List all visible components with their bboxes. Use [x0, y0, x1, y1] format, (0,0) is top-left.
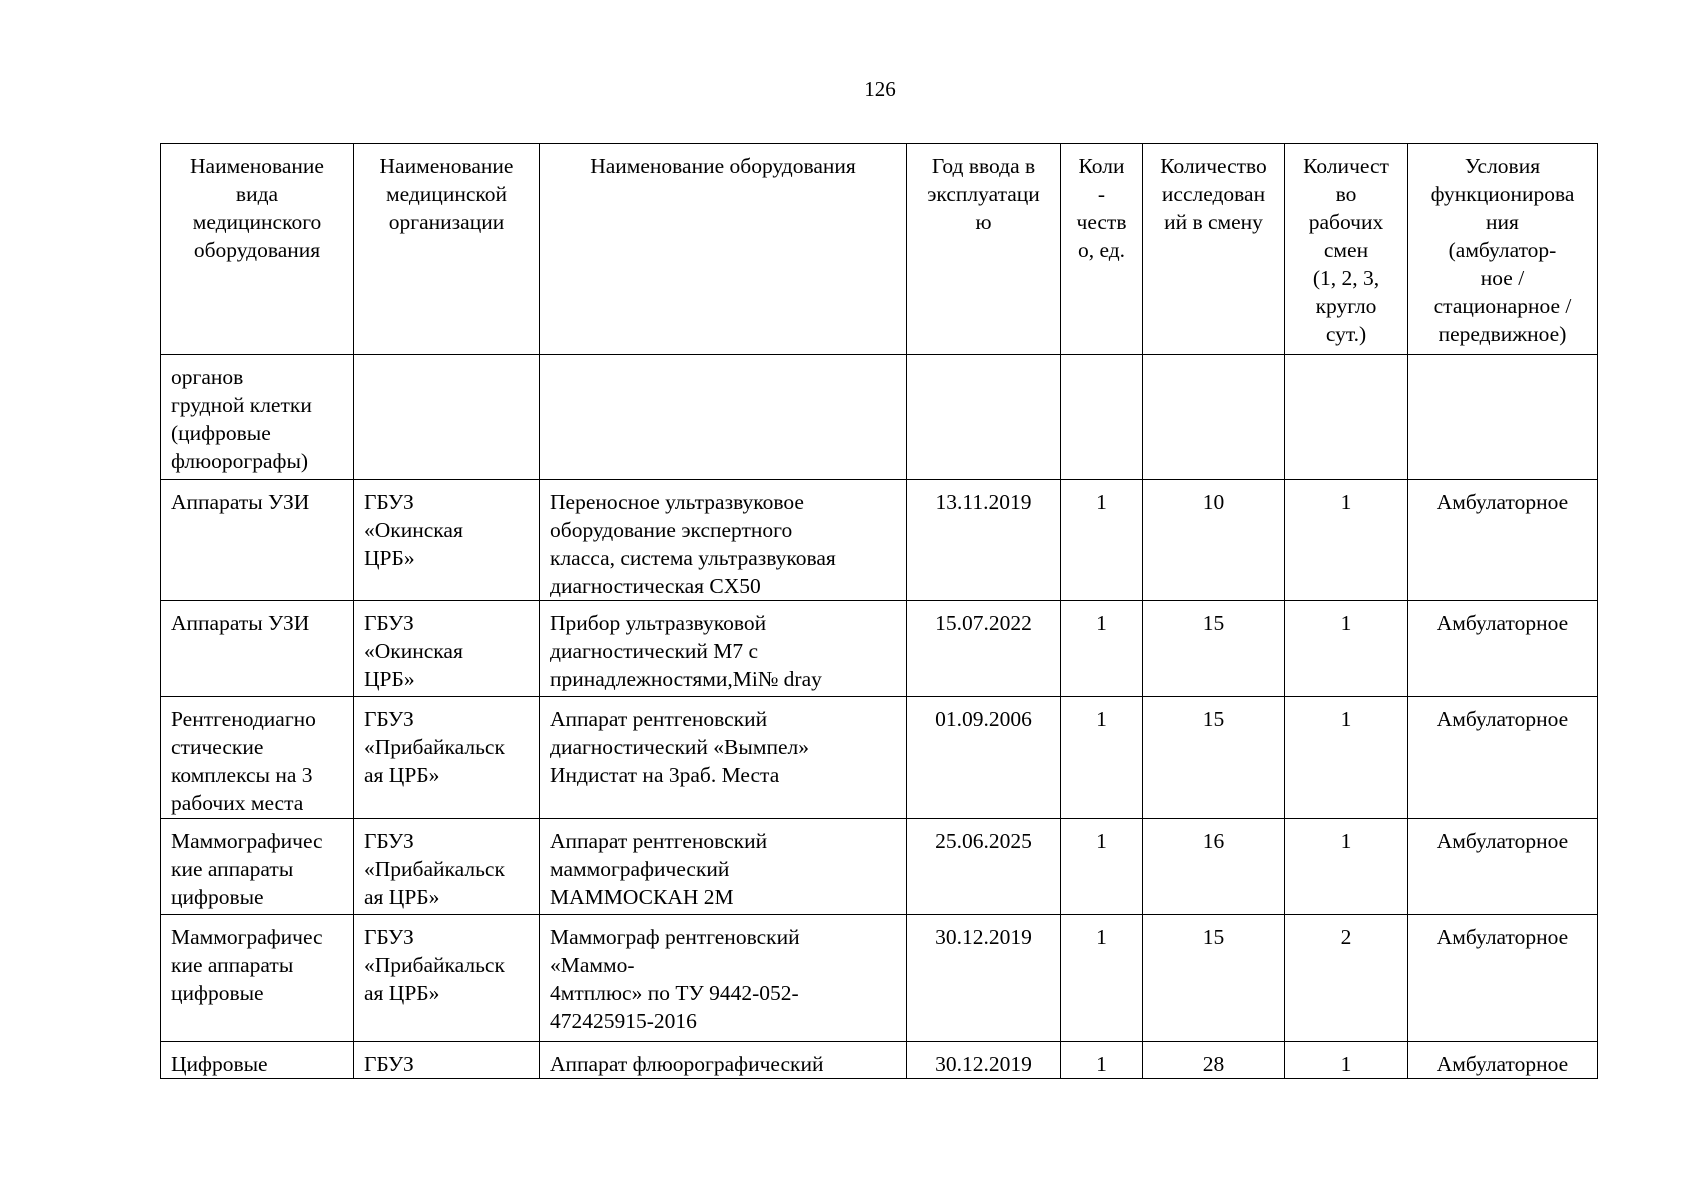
cell-shifts: 1 — [1285, 1042, 1408, 1079]
table-row — [161, 480, 1598, 601]
cell-organization — [354, 355, 540, 480]
cell-year: 30.12.2019 — [907, 1042, 1061, 1079]
cell-organization: ГБУЗ — [354, 1042, 540, 1079]
cell-equipment-name: Аппарат флюорографический — [540, 1042, 907, 1079]
cell-organization: ГБУЗ «Прибайкальск ая ЦРБ» — [354, 697, 540, 819]
cell-shifts — [1285, 355, 1408, 480]
cell-quantity: 1 — [1061, 819, 1143, 915]
cell-organization: ГБУЗ «Прибайкальск ая ЦРБ» — [354, 819, 540, 915]
cell-equipment-name — [540, 355, 907, 480]
cell-equipment-name: Аппарат рентгеновский диагностический «Вымпел» Индистат на 3раб. Места — [540, 697, 907, 819]
table-row — [161, 697, 1598, 819]
cell-equipment-type: органов грудной клетки (цифровые флюорографы) — [161, 355, 354, 480]
cell-conditions: Амбулаторное — [1408, 1042, 1598, 1079]
cell-year: 01.09.2006 — [907, 697, 1061, 819]
cell-equipment-type: Рентгенодиагно стические комплексы на 3 рабочих места — [161, 697, 354, 819]
cell-year: 25.06.2025 — [907, 819, 1061, 915]
cell-conditions: Амбулаторное — [1408, 819, 1598, 915]
cell-studies: 28 — [1143, 1042, 1285, 1079]
table-row — [161, 915, 1598, 1042]
table-header-row — [161, 144, 1598, 355]
cell-equipment-name: Прибор ультразвуковой диагностический М7 с принадлежностями,Mi№ dray — [540, 601, 907, 697]
table-row — [161, 1042, 1598, 1079]
cell-equipment-name: Переносное ультразвуковое оборудование экспертного класса, система ультразвуковая диагностическая CX50 — [540, 480, 907, 601]
header-shifts: Количест во рабочих смен (1, 2, 3, кругло сут.) — [1285, 144, 1408, 355]
cell-shifts: 1 — [1285, 819, 1408, 915]
cell-equipment-name: Маммограф рентгеновский «Маммо- 4мтплюс» по ТУ 9442-052- 472425915-2016 — [540, 915, 907, 1042]
cell-studies: 15 — [1143, 697, 1285, 819]
table-row — [161, 355, 1598, 480]
cell-shifts: 2 — [1285, 915, 1408, 1042]
header-equipment-type: Наименование вида медицинского оборудования — [161, 144, 354, 355]
cell-year: 13.11.2019 — [907, 480, 1061, 601]
header-organization: Наименование медицинской организации — [354, 144, 540, 355]
cell-quantity: 1 — [1061, 697, 1143, 819]
cell-equipment-type: Аппараты УЗИ — [161, 480, 354, 601]
cell-studies: 15 — [1143, 915, 1285, 1042]
cell-year: 15.07.2022 — [907, 601, 1061, 697]
cell-equipment-type: Аппараты УЗИ — [161, 601, 354, 697]
cell-equipment-name: Аппарат рентгеновский маммографический МАММОСКАН 2М — [540, 819, 907, 915]
cell-equipment-type: Цифровые — [161, 1042, 354, 1079]
equipment-table — [160, 143, 1598, 1079]
cell-quantity: 1 — [1061, 1042, 1143, 1079]
cell-quantity — [1061, 355, 1143, 480]
cell-year — [907, 355, 1061, 480]
header-year: Год ввода в эксплуатаци ю — [907, 144, 1061, 355]
cell-shifts: 1 — [1285, 480, 1408, 601]
cell-studies: 15 — [1143, 601, 1285, 697]
cell-shifts: 1 — [1285, 697, 1408, 819]
cell-equipment-type: Маммографичес кие аппараты цифровые — [161, 915, 354, 1042]
cell-quantity: 1 — [1061, 480, 1143, 601]
cell-studies — [1143, 355, 1285, 480]
cell-quantity: 1 — [1061, 915, 1143, 1042]
table-row — [161, 819, 1598, 915]
cell-shifts: 1 — [1285, 601, 1408, 697]
cell-organization: ГБУЗ «Окинская ЦРБ» — [354, 480, 540, 601]
cell-quantity: 1 — [1061, 601, 1143, 697]
cell-year: 30.12.2019 — [907, 915, 1061, 1042]
cell-equipment-type: Маммографичес кие аппараты цифровые — [161, 819, 354, 915]
header-equipment-name: Наименование оборудования — [540, 144, 907, 355]
cell-conditions: Амбулаторное — [1408, 480, 1598, 601]
cell-conditions: Амбулаторное — [1408, 697, 1598, 819]
table-row — [161, 601, 1598, 697]
cell-conditions — [1408, 355, 1598, 480]
cell-studies: 10 — [1143, 480, 1285, 601]
cell-organization: ГБУЗ «Окинская ЦРБ» — [354, 601, 540, 697]
cell-conditions: Амбулаторное — [1408, 915, 1598, 1042]
cell-studies: 16 — [1143, 819, 1285, 915]
header-quantity: Коли - честв о, ед. — [1061, 144, 1143, 355]
cell-organization: ГБУЗ «Прибайкальск ая ЦРБ» — [354, 915, 540, 1042]
cell-conditions: Амбулаторное — [1408, 601, 1598, 697]
page-number: 126 — [864, 77, 896, 101]
header-conditions: Условия функционирова ния (амбулатор- ное / стационарное / передвижное) — [1408, 144, 1598, 355]
header-studies: Количество исследован ий в смену — [1143, 144, 1285, 355]
